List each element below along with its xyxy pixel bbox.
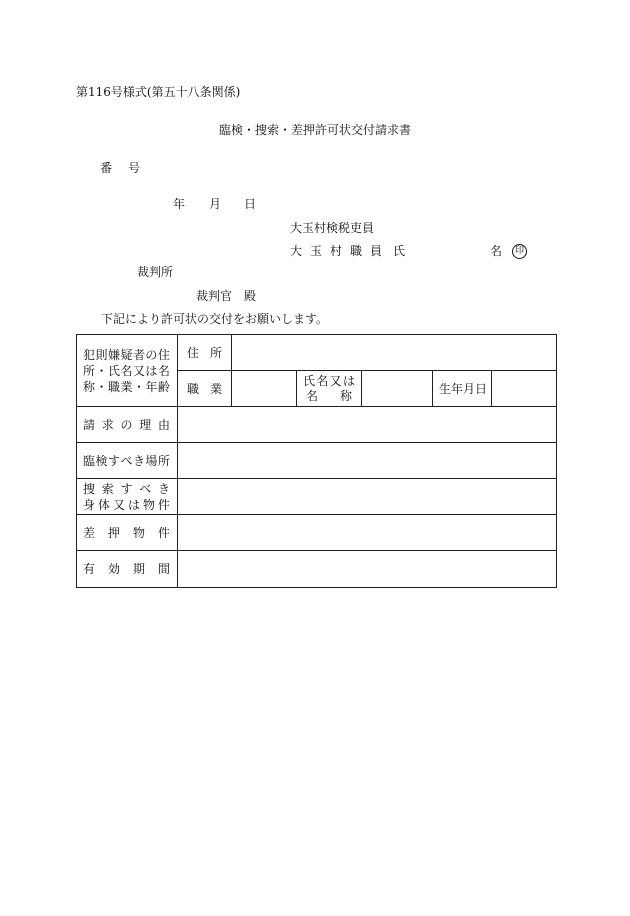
table-row	[77, 551, 557, 588]
label-char: べ	[120, 453, 133, 468]
label-char: 臨	[83, 453, 96, 468]
suspect-label-cell	[77, 335, 178, 407]
label-char: 間	[157, 562, 170, 576]
birthdate-label	[433, 381, 491, 397]
label-char: 検	[95, 453, 108, 468]
table-row	[77, 515, 557, 551]
label-char: 業	[120, 379, 133, 394]
label-char: 又	[132, 363, 145, 378]
label-char: 称	[339, 388, 352, 403]
label-char: ・	[95, 379, 108, 394]
label-char: 住	[187, 345, 200, 360]
label-char: 件	[157, 525, 170, 540]
label-char: 又	[329, 373, 342, 388]
label-char: 請	[83, 417, 96, 432]
label-char: 齢	[157, 379, 170, 394]
label-char: 名	[120, 363, 133, 378]
inspection-place-label-cell	[77, 443, 178, 479]
label-char: 場	[145, 453, 158, 468]
address-label	[178, 345, 231, 361]
validity-label-cell	[77, 551, 178, 588]
seized-items-label-cell	[77, 515, 178, 551]
inspection-place-label	[77, 453, 177, 469]
label-char: 由	[157, 417, 170, 432]
label-char: 氏	[303, 373, 316, 388]
label-char: 嫌	[107, 347, 120, 362]
label-char: 者	[132, 347, 145, 362]
label-char: 件	[157, 497, 170, 512]
name-label-line	[297, 389, 361, 404]
table-row	[77, 479, 557, 515]
label-char: 索	[101, 481, 114, 496]
intro-text: 下記により許可状の交付をお願いします。	[101, 312, 329, 326]
search-target-value-cell	[178, 479, 557, 515]
label-char: の	[145, 347, 158, 362]
address-label-cell	[178, 335, 232, 371]
label-char: べ	[139, 481, 152, 496]
label-char: 月	[463, 381, 476, 396]
label-char: 物	[142, 497, 155, 512]
label-char: 年	[451, 381, 464, 396]
birthdate-value-cell	[492, 371, 557, 407]
label-char: 日	[475, 381, 488, 396]
label-char: 則	[95, 347, 108, 362]
requester-organization: 大玉村職員	[290, 244, 391, 258]
label-char: 理	[139, 417, 152, 432]
reason-value-cell	[178, 407, 557, 443]
birthdate-label-cell	[433, 371, 492, 407]
label-char: 効	[107, 562, 120, 576]
label-char: 業	[209, 381, 222, 396]
search-target-label-line	[77, 481, 177, 497]
suspect-label-line	[77, 347, 177, 363]
label-char: は	[342, 373, 355, 388]
label-char: 差	[83, 525, 96, 540]
label-char: 押	[107, 525, 120, 540]
occupation-value-cell	[232, 371, 297, 407]
label-char: ・	[132, 379, 145, 394]
label-char: 名	[157, 363, 170, 378]
label-char: ・	[95, 363, 108, 378]
table-row	[77, 443, 557, 479]
suspect-label-line	[77, 363, 177, 379]
label-char: 有	[83, 562, 96, 576]
search-target-label-line	[77, 497, 177, 513]
label-char: は	[127, 497, 140, 512]
label-char: 又	[112, 497, 125, 512]
label-char: 称	[83, 379, 96, 394]
label-char: 所	[209, 345, 222, 360]
reason-label	[77, 417, 177, 433]
address-value-cell	[232, 335, 557, 371]
seized-items-label	[77, 525, 177, 541]
label-char: す	[107, 453, 120, 468]
label-char: 住	[157, 347, 170, 362]
label-char: 身	[83, 497, 96, 512]
seized-items-value-cell	[178, 515, 557, 551]
label-char: は	[145, 363, 158, 378]
name-label-cell	[297, 371, 362, 407]
suspect-label-line	[77, 379, 177, 395]
number-label: 番 号	[100, 161, 143, 175]
label-char: 所	[83, 363, 96, 378]
label-char: 求	[101, 417, 114, 432]
validity-value-cell	[178, 551, 557, 588]
label-char: 期	[132, 562, 145, 576]
label-char: 犯	[83, 347, 96, 362]
reason-label-cell	[77, 407, 178, 443]
label-char: 職	[107, 379, 120, 394]
date-day-label: 日	[244, 197, 257, 211]
label-char: 年	[145, 379, 158, 394]
label-char: き	[157, 481, 170, 496]
label-char: の	[120, 417, 133, 432]
request-table	[76, 334, 557, 588]
occupation-label	[178, 381, 231, 397]
judge-label: 裁判官 殿	[196, 289, 257, 303]
label-char: 捜	[83, 481, 96, 496]
document-title: 臨検・捜索・差押許可状交付請求書	[218, 123, 411, 137]
table-row	[77, 407, 557, 443]
label-char: 体	[97, 497, 110, 512]
label-char: す	[120, 481, 133, 496]
requester-name-label-2: 名	[490, 244, 503, 258]
label-char: 所	[157, 453, 170, 468]
validity-label	[77, 561, 177, 577]
label-char: 疑	[120, 347, 133, 362]
requester-title: 大玉村検税吏員	[290, 221, 375, 235]
form-number: 第116号様式(第五十八条関係)	[76, 85, 241, 99]
label-char: 職	[187, 381, 200, 396]
label-char: 生	[439, 381, 452, 396]
label-char: 物	[132, 525, 145, 540]
court-label: 裁判所	[137, 265, 174, 279]
label-char: き	[132, 453, 145, 468]
seal-mark: 印	[512, 244, 527, 259]
label-char: 名	[306, 388, 319, 403]
inspection-place-value-cell	[178, 443, 557, 479]
label-char: 氏	[107, 363, 120, 378]
name-value-cell	[362, 371, 433, 407]
search-target-label-cell	[77, 479, 178, 515]
table-row	[77, 335, 557, 371]
occupation-label-cell	[178, 371, 232, 407]
requester-name-label-1: 氏	[393, 244, 406, 258]
date-month-label: 月	[209, 197, 222, 211]
name-label-line	[297, 374, 361, 389]
label-char: 名	[316, 373, 329, 388]
date-year-label: 年	[173, 197, 186, 211]
